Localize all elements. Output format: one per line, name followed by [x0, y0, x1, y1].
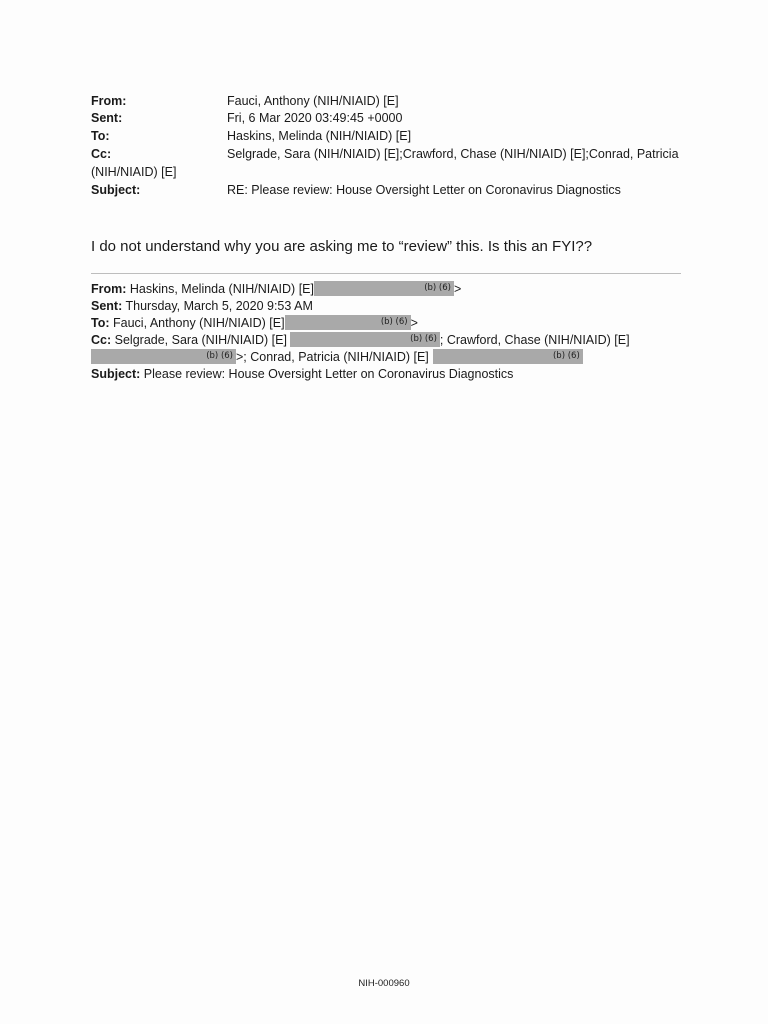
- quoted-subject-value: Please review: House Oversight Letter on Coronavirus Diagnostics: [143, 367, 514, 381]
- close-bracket: >: [453, 282, 462, 296]
- header-sent-label: Sent:: [91, 111, 123, 125]
- redaction-code: (b) (6): [410, 334, 437, 344]
- quoted-from-value: Haskins, Melinda (NIH/NIAID) [E]: [129, 282, 314, 296]
- quoted-cc-label: Cc:: [91, 333, 112, 347]
- header-from-label: From:: [91, 94, 127, 108]
- close-bracket: >: [410, 316, 418, 330]
- redaction-code: (b) (6): [206, 351, 233, 361]
- header-from-value: Fauci, Anthony (NIH/NIAID) [E]: [227, 94, 399, 108]
- header-cc-value: Selgrade, Sara (NIH/NIAID) [E];Crawford, Chase (NIH/NIAID) [E];Conrad, Patricia: [227, 147, 679, 161]
- quoted-to-label: To:: [91, 316, 110, 330]
- document-id-footer: NIH-000960: [358, 978, 410, 989]
- header-to-label: To:: [91, 129, 110, 143]
- redaction-box: [285, 315, 411, 330]
- quoted-cc-separator-2: >; Conrad, Patricia (NIH/NIAID) [E]: [236, 350, 429, 364]
- header-to-value: Haskins, Melinda (NIH/NIAID) [E]: [227, 129, 412, 143]
- redaction-box: [290, 332, 440, 347]
- header-subject-value: RE: Please review: House Oversight Letter on Coronavirus Diagnostics: [227, 183, 621, 197]
- quoted-sent-value: Thursday, March 5, 2020 9:53 AM: [125, 299, 313, 313]
- header-cc-continuation: (NIH/NIAID) [E]: [91, 165, 177, 179]
- quoted-sent-row: [91, 298, 313, 315]
- redaction-code: (b) (6): [380, 317, 408, 327]
- quoted-to-row: [91, 315, 418, 332]
- quoted-from-row: [91, 281, 461, 298]
- redaction-code: (b) (6): [552, 351, 580, 361]
- header-sent-value: Fri, 6 Mar 2020 03:49:45 +0000: [227, 111, 403, 125]
- redaction-box: [91, 349, 236, 364]
- quoted-cc-row: [91, 332, 630, 349]
- redaction-code: (b) (6): [424, 283, 451, 293]
- redaction-box: [433, 349, 583, 364]
- quoted-from-label: From:: [91, 282, 127, 296]
- quoted-cc-continuation-row: [91, 349, 583, 366]
- quoted-sent-label: Sent:: [91, 299, 123, 313]
- redaction-box: [314, 281, 454, 296]
- quoted-subject-row: [91, 366, 513, 383]
- quoted-to-value: Fauci, Anthony (NIH/NIAID) [E]: [113, 316, 285, 330]
- header-cc-label: Cc:: [91, 147, 112, 161]
- message-body: I do not understand why you are asking me to “review” this. Is this an FYI??: [91, 238, 593, 255]
- header-subject-label: Subject:: [91, 183, 141, 197]
- quote-separator: [91, 273, 681, 274]
- quoted-subject-label: Subject:: [91, 367, 141, 381]
- quoted-cc-separator-1: ; Crawford, Chase (NIH/NIAID) [E]: [439, 333, 630, 347]
- quoted-cc-value: Selgrade, Sara (NIH/NIAID) [E]: [114, 333, 287, 347]
